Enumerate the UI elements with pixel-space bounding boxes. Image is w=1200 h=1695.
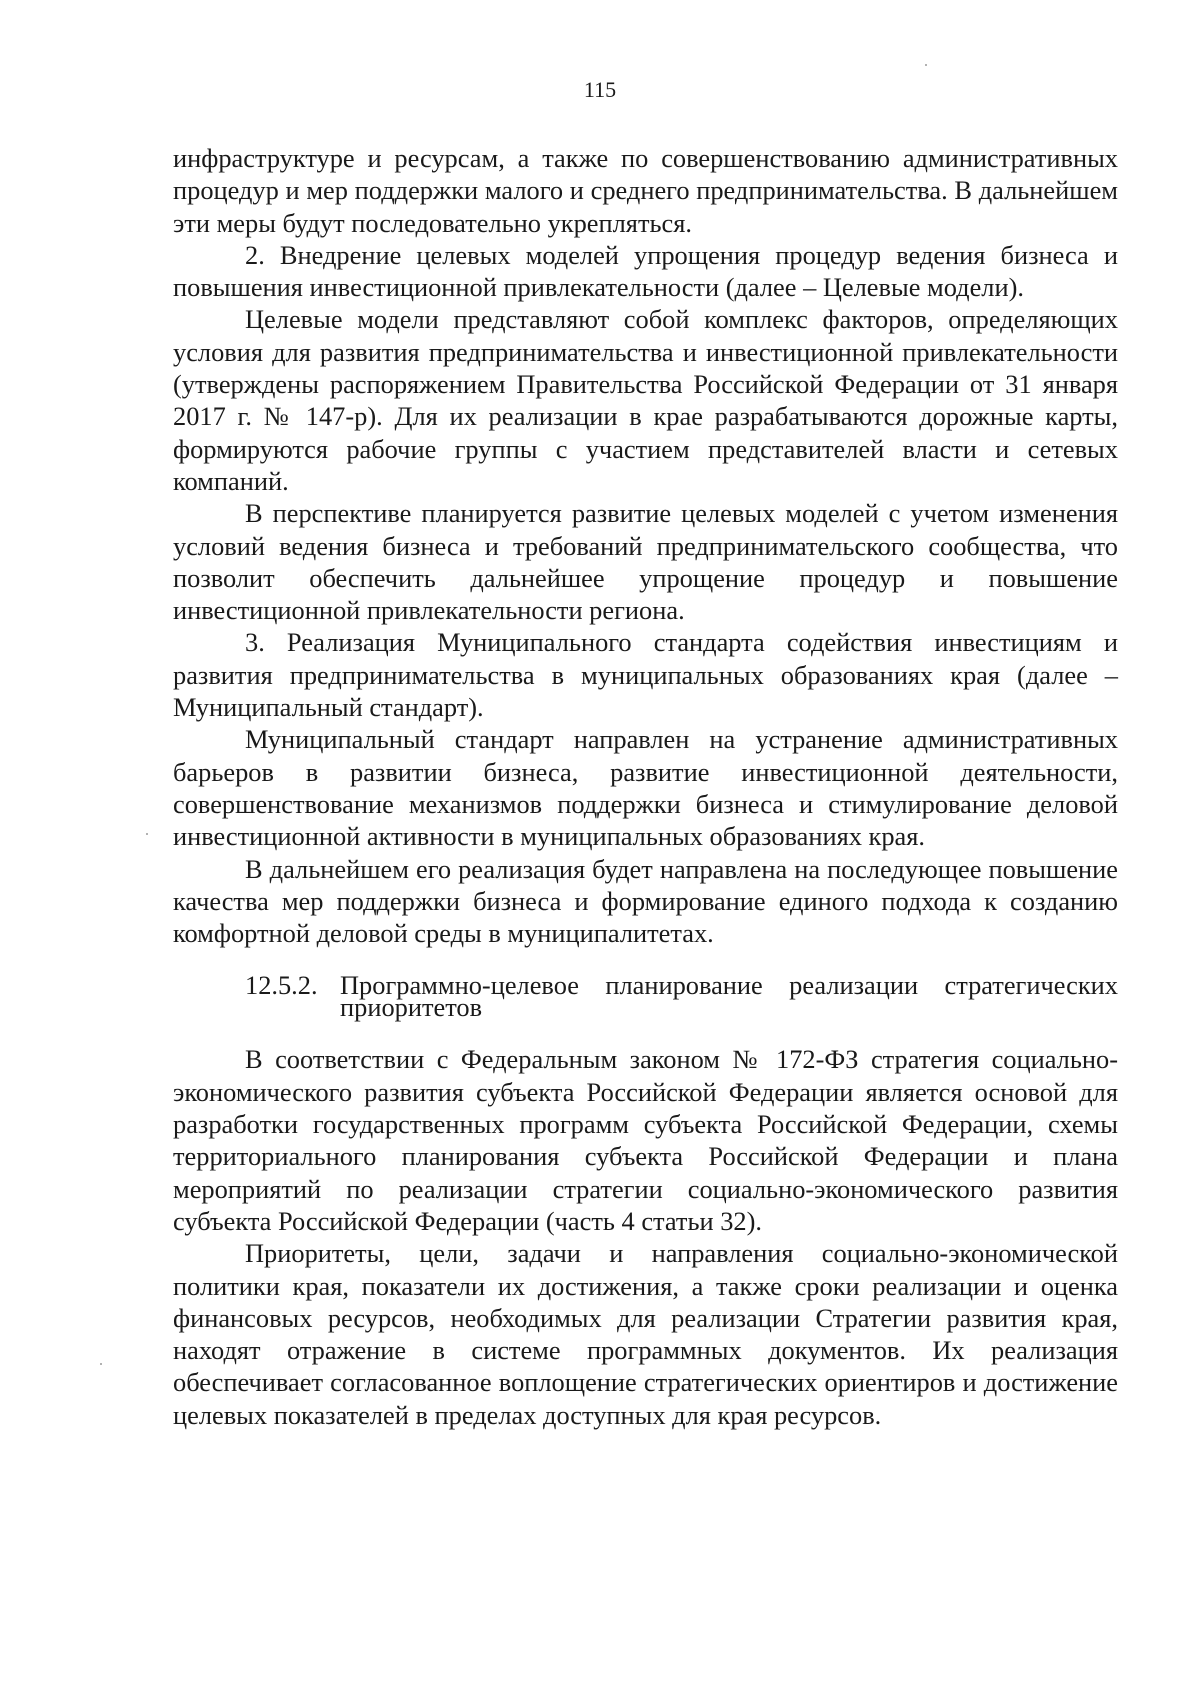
paragraph-municipal-standard-purpose: Муниципальный стандарт направлен на устранение административных барьеров в развитии бизнеса, развитие инвестиционной деятельности, совершенствование механизмов поддержки бизнеса и стимулирование деловой инвестиционной активности в муниципальных образованиях края. [173, 724, 1118, 852]
paragraph-federal-law: В соответствии с Федеральным законом № 172-ФЗ стратегия социально-экономического развития субъекта Российской Федерации является основой для разработки государственных программ субъекта Российской Федерации, схемы территориального планирования субъекта Российской Федерации и плана мероприятий по реализации стратегии социально-экономического развития субъекта Российской Федерации (часть 4 статьи 32). [173, 1044, 1118, 1236]
paragraph-target-models-item: 2. Внедрение целевых моделей упрощения процедур ведения бизнеса и повышения инвестиционной привлекательности (далее – Целевые модели). [173, 239, 1118, 303]
paragraph-target-models-definition: Целевые модели представляют собой комплекс факторов, определяющих условия для развития предпринимательства и инвестиционной привлекательности (утверждены распоряжением Правительства Российской Федерации от 31 января 2017 г. № 147-р). Для их реализации в крае разрабатываются дорожные карты, формируются рабочие группы с участием представителей власти и сетевых компаний. [173, 304, 1118, 496]
scan-speck [925, 64, 927, 66]
paragraph-continuation: инфраструктуре и ресурсам, а также по совершенствованию административных процедур и мер поддержки малого и среднего предпринимательства. В дальнейшем эти меры будут последовательно укрепляться. [173, 143, 1118, 238]
scan-speck [146, 833, 148, 835]
paragraph-priorities: Приоритеты, цели, задачи и направления социально-экономической политики края, показатели их достижения, а также сроки реализации и оценка финансовых ресурсов, необходимых для реализации Стратегии развития края, находят отражение в системе программных документов. Их реализация обеспечивает согласованное воплощение стратегических ориентиров и достижение целевых показателей в пределах доступных для края ресурсов. [173, 1238, 1118, 1430]
page-number: 115 [583, 77, 617, 102]
paragraph-target-models-outlook: В перспективе планируется развитие целевых моделей с учетом изменения условий ведения бизнеса и требований предпринимательского сообщества, что позволит обеспечить дальнейшее упрощение процедур и повышение инвестиционной привлекательности региона. [173, 498, 1118, 626]
paragraph-municipal-standard-item: 3. Реализация Муниципального стандарта содействия инвестициям и развития предпринимательства в муниципальных образованиях края (далее – Муниципальный стандарт). [173, 627, 1118, 723]
document-body [173, 142, 1118, 1431]
section-heading [173, 970, 1118, 1023]
section-number: 12.5.2. [245, 970, 318, 1001]
section-title: Программно-целевое планирование реализации стратегических приоритетов [340, 970, 1118, 1023]
paragraph-municipal-standard-outlook: В дальнейшем его реализация будет направлена на последующее повышение качества мер поддержки бизнеса и формирование единого подхода к созданию комфортной деловой среды в муниципалитетах. [173, 853, 1118, 949]
scan-speck [100, 1363, 102, 1365]
